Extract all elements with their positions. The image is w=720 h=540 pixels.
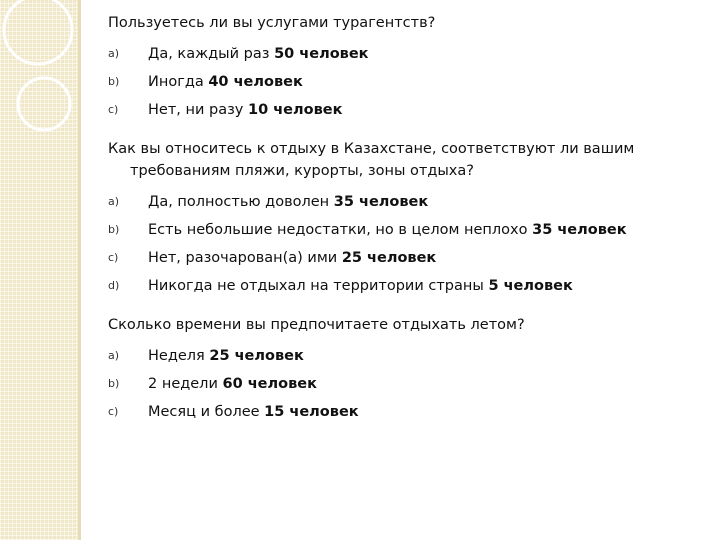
option-count: 15 человек bbox=[264, 404, 359, 420]
option-marker: a) bbox=[108, 195, 120, 208]
question-1-text: Пользуетесь ли вы услугами турагентств? bbox=[108, 15, 436, 31]
option-text: Иногда bbox=[148, 74, 204, 90]
option-count: 35 человек bbox=[532, 222, 627, 238]
option-text: 2 недели bbox=[148, 376, 218, 392]
option-label bbox=[148, 216, 627, 244]
list-item bbox=[108, 188, 708, 216]
question-block-1 bbox=[108, 12, 708, 124]
question-3-text: Сколько времени вы предпочитаете отдыхать летом? bbox=[108, 317, 525, 333]
option-marker: a) bbox=[108, 47, 120, 60]
option-count: 10 человек bbox=[248, 102, 343, 118]
question-3-options bbox=[108, 342, 708, 426]
option-marker: d) bbox=[108, 279, 120, 292]
option-label bbox=[148, 40, 369, 68]
option-label bbox=[148, 188, 428, 216]
list-item bbox=[108, 272, 708, 300]
option-text: Неделя bbox=[148, 348, 205, 364]
option-marker: a) bbox=[108, 349, 120, 362]
list-item bbox=[108, 244, 708, 272]
option-text: Есть небольшие недостатки, но в целом неплохо bbox=[148, 222, 528, 238]
question-2-text: Как вы относитесь к отдыху в Казахстане, соответствуют ли вашим требованиям пляжи, курорты, зоны отдыха? bbox=[108, 141, 635, 179]
option-count: 25 человек bbox=[209, 348, 304, 364]
list-item bbox=[108, 96, 708, 124]
option-count: 60 человек bbox=[222, 376, 317, 392]
list-item bbox=[108, 398, 708, 426]
option-label bbox=[148, 244, 436, 272]
question-1-options bbox=[108, 40, 708, 124]
list-item bbox=[108, 40, 708, 68]
option-marker: b) bbox=[108, 377, 120, 390]
question-block-2 bbox=[108, 138, 708, 300]
option-text: Нет, разочарован(а) ими bbox=[148, 250, 338, 266]
option-label bbox=[148, 272, 573, 300]
decorative-rings-icon bbox=[0, 0, 110, 140]
option-text: Да, каждый раз bbox=[148, 46, 270, 62]
question-2-options bbox=[108, 188, 708, 300]
option-text: Никогда не отдыхал на территории страны bbox=[148, 278, 484, 294]
option-marker: b) bbox=[108, 75, 120, 88]
option-text: Нет, ни разу bbox=[148, 102, 244, 118]
option-marker: c) bbox=[108, 405, 119, 418]
option-marker: c) bbox=[108, 251, 119, 264]
list-item bbox=[108, 68, 708, 96]
option-marker: c) bbox=[108, 103, 119, 116]
survey-content bbox=[108, 12, 708, 440]
option-marker: b) bbox=[108, 223, 120, 236]
option-text: Месяц и более bbox=[148, 404, 260, 420]
option-label bbox=[148, 398, 359, 426]
option-count: 25 человек bbox=[341, 250, 437, 266]
option-label bbox=[148, 370, 317, 398]
option-label bbox=[148, 96, 342, 124]
question-block-3 bbox=[108, 314, 708, 426]
option-text: Да, полностью доволен bbox=[148, 194, 330, 210]
list-item bbox=[108, 216, 708, 244]
option-count: 40 человек bbox=[208, 74, 303, 90]
option-count: 5 человек bbox=[488, 278, 573, 294]
option-label bbox=[148, 68, 303, 96]
option-count: 50 человек bbox=[274, 46, 369, 62]
list-item bbox=[108, 370, 708, 398]
option-label bbox=[148, 342, 304, 370]
list-item bbox=[108, 342, 708, 370]
option-count: 35 человек bbox=[333, 194, 429, 210]
